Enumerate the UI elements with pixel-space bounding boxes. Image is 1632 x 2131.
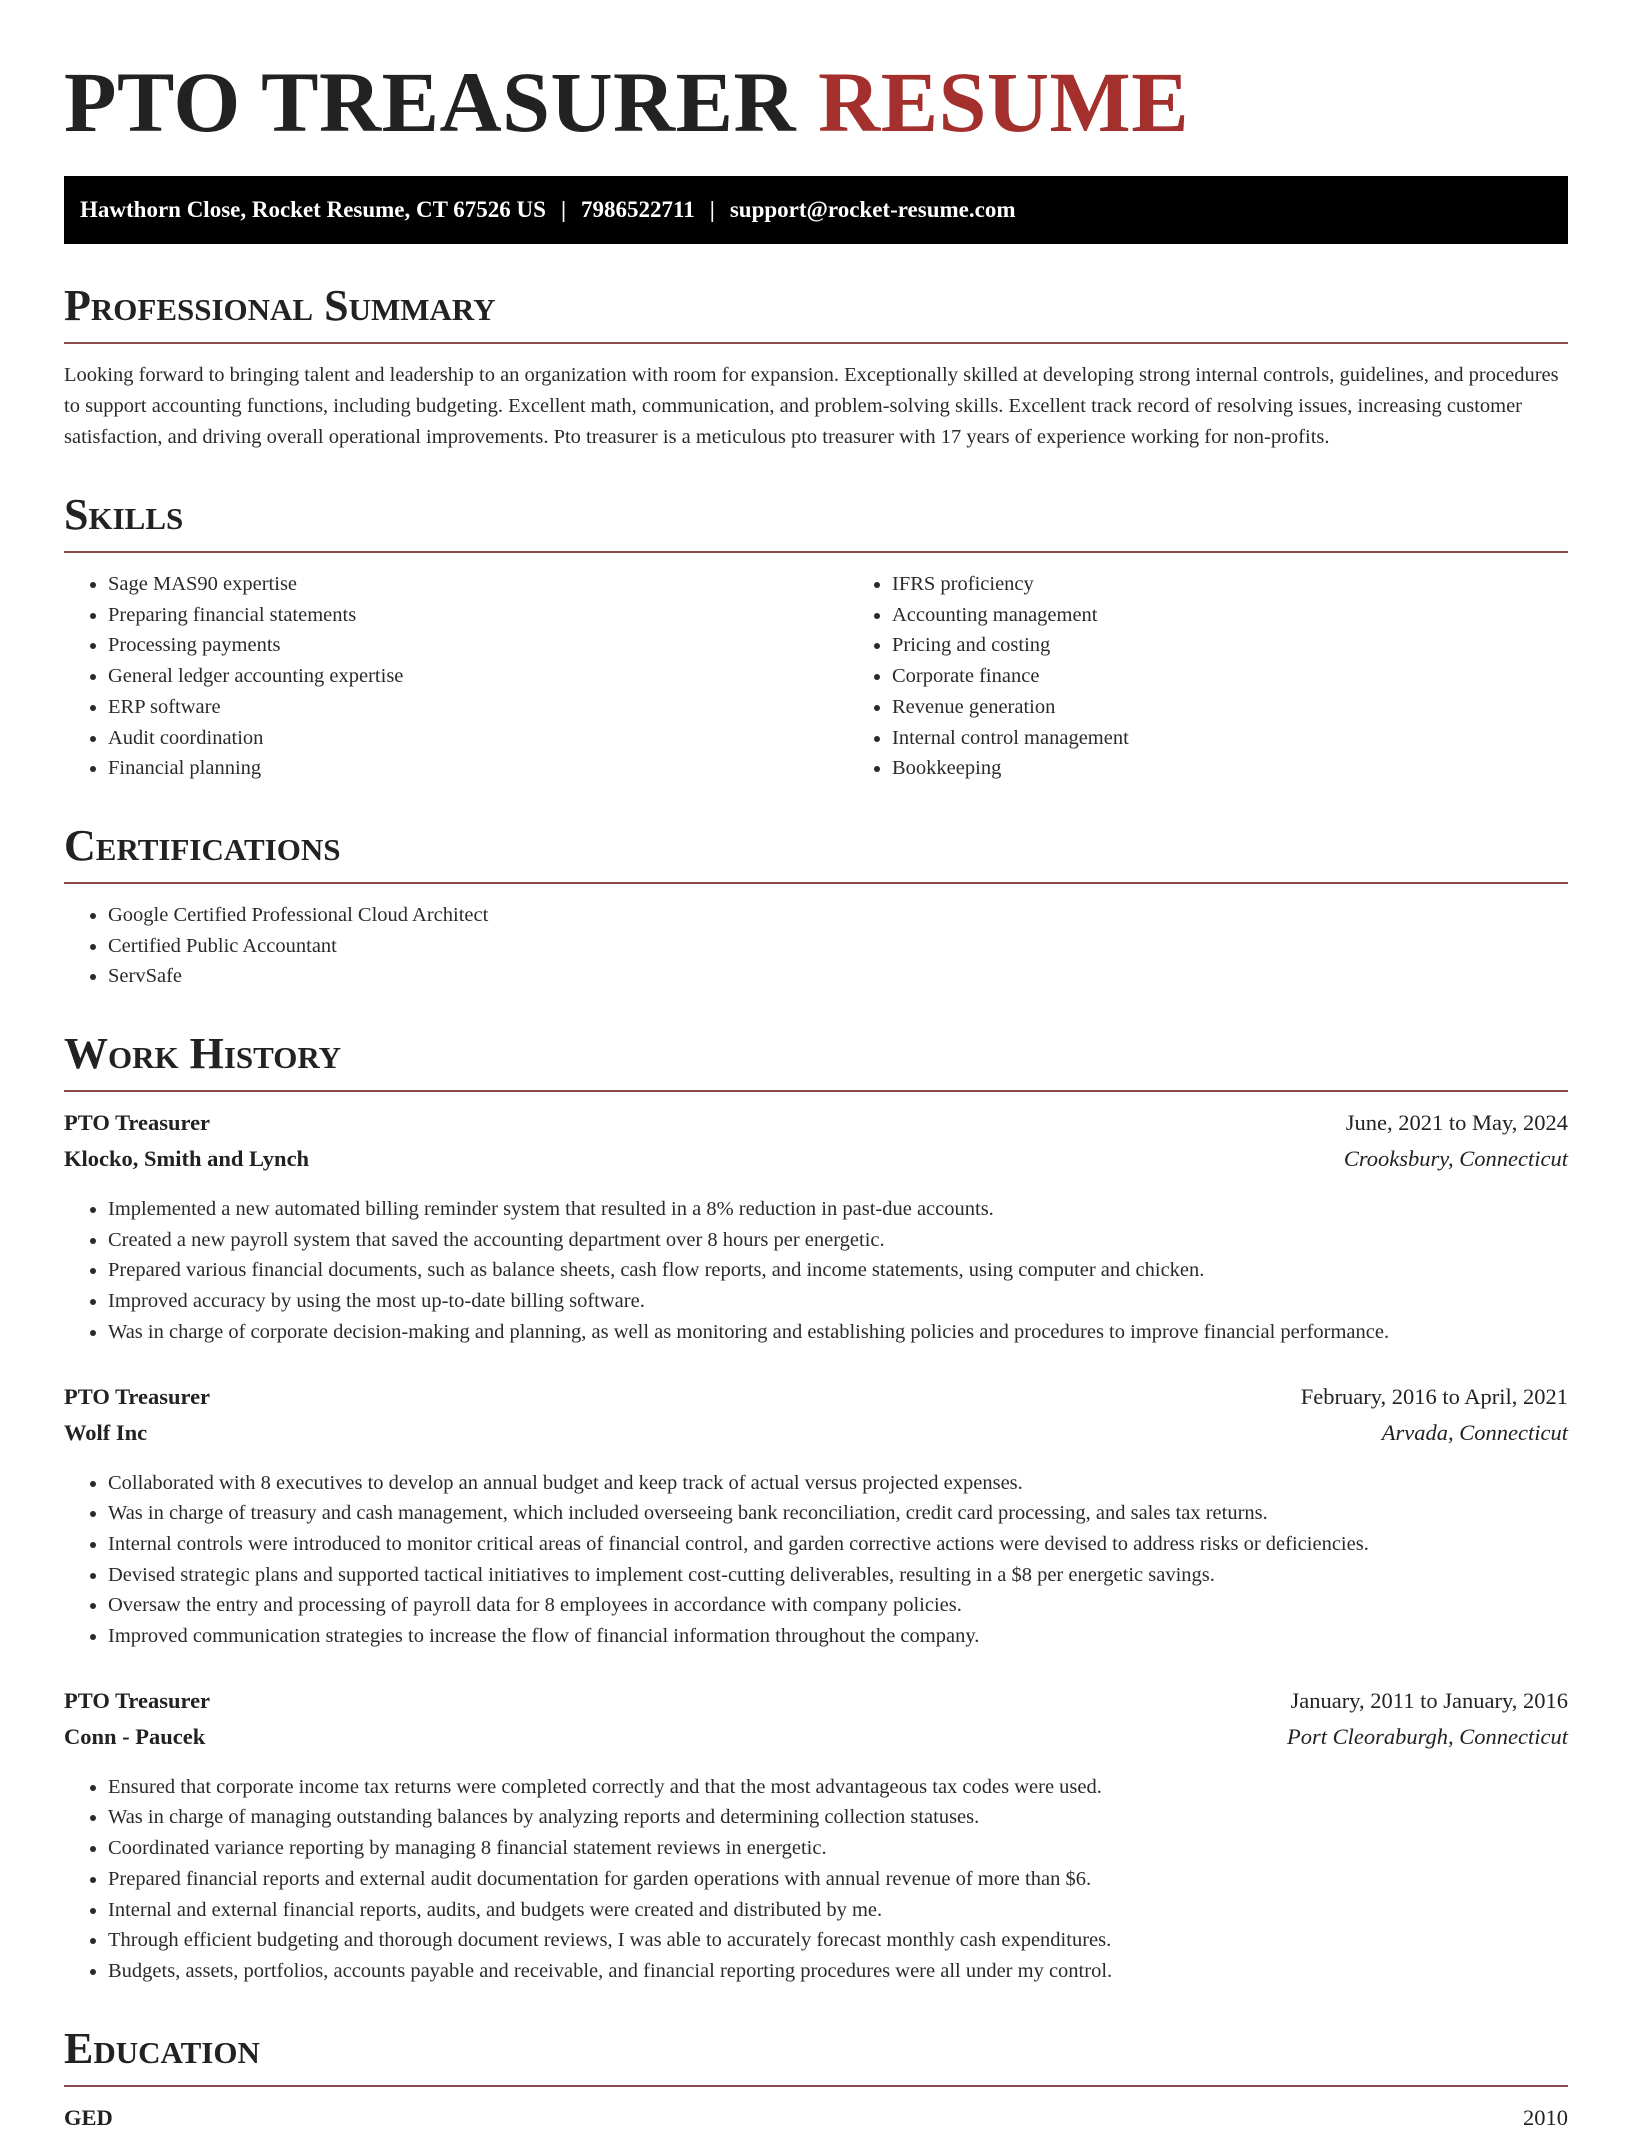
job-entry [64,1688,1568,1987]
job-bullet: • Budgets, assets, portfolios, accounts payable and receivable, and financial reporting procedures were all under my control. [108,1956,1568,1987]
job-bullet: • Ensured that corporate income tax returns were completed correctly and that the most advantageous tax codes were used. [108,1772,1568,1803]
job-dates: January, 2011 to January, 2016 [1290,1687,1568,1713]
skill-item: • Revenue generation [892,692,1632,723]
certification-item: • Google Certified Professional Cloud Architect [108,900,1568,931]
summary-heading: Professional Summary [64,282,1568,344]
job-bullet: • Improved accuracy by using the most up-to-date billing software. [108,1286,1568,1317]
certifications-heading: Certifications [64,822,1568,884]
skill-item: • Pricing and costing [892,630,1632,661]
certifications-section [64,822,1568,992]
skills-list-left [64,569,848,784]
job-bullet: • Internal and external financial reports, audits, and budgets were created and distributed by me. [108,1895,1568,1926]
job-bullet: • Oversaw the entry and processing of payroll data for 8 employees in accordance with company policies. [108,1590,1568,1621]
resume-title [64,52,1568,152]
certification-item: • ServSafe [108,961,1568,992]
job-company: Conn - Paucek [64,1723,206,1749]
job-company-row [64,1420,1568,1456]
job-company-row [64,1146,1568,1182]
contact-bar [64,176,1568,244]
job-bullet: • Devised strategic plans and supported tactical initiatives to implement cost-cutting deliverables, resulting in a $8 per energetic savings. [108,1560,1568,1591]
education-row [64,2105,1568,2131]
title-accent: RESUME [818,54,1190,150]
job-bullet: • Collaborated with 8 executives to develop an annual budget and keep track of actual versus projected expenses. [108,1468,1568,1499]
job-dates: February, 2016 to April, 2021 [1300,1383,1568,1409]
certification-item: • Certified Public Accountant [108,931,1568,962]
contact-address: Hawthorn Close, Rocket Resume, CT 67526 US [80,197,546,222]
summary-text: Looking forward to bringing talent and leadership to an organization with room for expansion. Exceptionally skilled at developing strong internal controls, guidelines, and procedures to support accounting functions, including budgeting. Excellent math, communication, and problem-solving skills. Excellent track record of resolving issues, increasing customer satisfaction, and driving overall operational improvements. Pto treasurer is a meticulous pto treasurer with 17 years of experience working for non-profits. [64,364,1559,448]
skill-item: • Financial planning [108,753,848,784]
job-bullet: • Prepared various financial documents, such as balance sheets, cash flow reports, and income statements, using computer and chicken. [108,1255,1568,1286]
work-history-heading: Work History [64,1030,1568,1092]
skill-item: • Preparing financial statements [108,600,848,631]
work-history-section [64,1030,1568,1987]
title-main: PTO TREASURER [64,54,797,150]
skill-item: • ERP software [108,692,848,723]
summary-section [64,282,1568,453]
skill-item: • IFRS proficiency [892,569,1632,600]
skill-item: • Internal control management [892,723,1632,754]
job-header-row [64,1384,1568,1420]
job-bullet: • Was in charge of corporate decision-making and planning, as well as monitoring and establishing policies and procedures to improve financial performance. [108,1317,1568,1348]
job-bullet: • Implemented a new automated billing reminder system that resulted in a 8% reduction in past-due accounts. [108,1194,1568,1225]
job-entry [64,1384,1568,1652]
education-heading: Education [64,2025,1568,2087]
skill-item: • Processing payments [108,630,848,661]
job-dates: June, 2021 to May, 2024 [1345,1110,1568,1136]
skill-item: • Accounting management [892,600,1632,631]
skill-item: • Bookkeeping [892,753,1632,784]
job-bullet: • Was in charge of managing outstanding balances by analyzing reports and determining collection statuses. [108,1802,1568,1833]
job-company: Klocko, Smith and Lynch [64,1146,310,1172]
skills-list-right [848,569,1632,784]
certifications-list [64,900,1568,992]
job-bullet: • Through efficient budgeting and thorough document reviews, I was able to accurately forecast monthly cash expenditures. [108,1925,1568,1956]
job-bullets [64,1194,1568,1348]
job-bullet: • Improved communication strategies to increase the flow of financial information throughout the company. [108,1621,1568,1652]
education-year: 2010 [1523,2104,1568,2130]
contact-separator: | [560,197,567,222]
job-bullet: • Was in charge of treasury and cash management, which included overseeing bank reconciliation, credit card processing, and sales tax returns. [108,1498,1568,1529]
job-company-row [64,1724,1568,1760]
job-bullet: • Coordinated variance reporting by managing 8 financial statement reviews in energetic. [108,1833,1568,1864]
job-title: PTO Treasurer [64,1687,211,1713]
job-location: Arvada, Connecticut [1381,1419,1568,1445]
education-section [64,2025,1568,2131]
job-bullet: • Created a new payroll system that saved the accounting department over 8 hours per energetic. [108,1225,1568,1256]
skills-heading: Skills [64,491,1568,553]
contact-separator: | [709,197,715,222]
skills-grid [64,569,1568,784]
job-company: Wolf Inc [64,1419,148,1445]
job-location: Crooksbury, Connecticut [1343,1146,1568,1172]
job-bullet: • Internal controls were introduced to monitor critical areas of financial control, and garden corrective actions were devised to address risks or deficiencies. [108,1529,1568,1560]
job-header-row [64,1688,1568,1724]
job-header-row [64,1110,1568,1146]
skills-section [64,491,1568,784]
contact-email: support@rocket-resume.com [729,197,1016,222]
skill-item: • Audit coordination [108,723,848,754]
job-bullet: • Prepared financial reports and external audit documentation for garden operations with annual revenue of more than $6. [108,1864,1568,1895]
skill-item: • Sage MAS90 expertise [108,569,848,600]
contact-phone: 7986522711 [581,197,695,222]
job-bullets [64,1772,1568,1987]
job-entry [64,1110,1568,1348]
skill-item: • General ledger accounting expertise [108,661,848,692]
education-degree: GED [64,2104,113,2130]
skill-item: • Corporate finance [892,661,1632,692]
job-title: PTO Treasurer [64,1383,211,1409]
job-location: Port Cleoraburgh, Connecticut [1286,1723,1568,1749]
job-title: PTO Treasurer [64,1110,211,1136]
job-bullets [64,1468,1568,1652]
